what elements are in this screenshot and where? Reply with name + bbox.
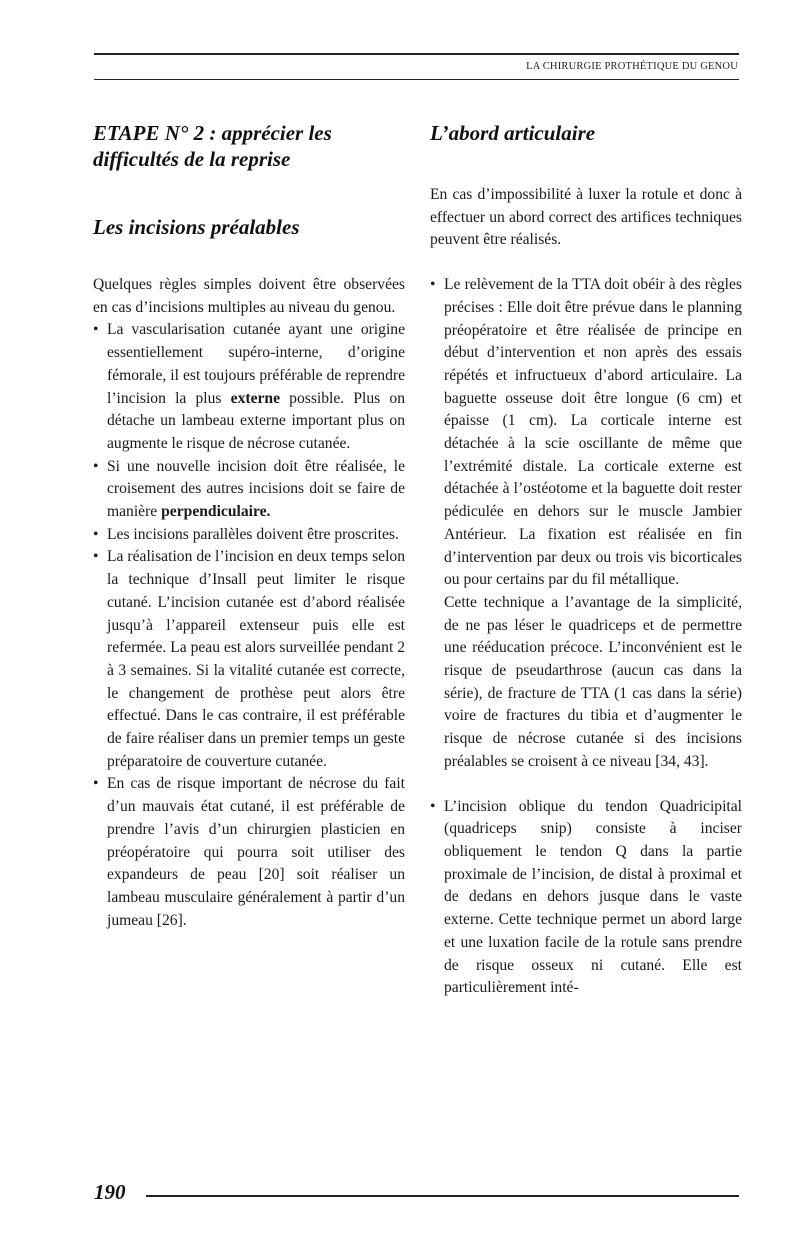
list-item: • La vascularisation cutanée ayant une origine essentiellement supéro-interne, d’origine fémorale, il est toujours préférable de reprendre l’incision la plus externe possible. Plus on détache un lambeau externe important plus on augmente le risque de nécrose cutanée.	[93, 319, 405, 455]
list-item: • En cas de risque important de nécrose du fait d’un mauvais état cutané, il est préférable de prendre l’avis d’un chirurgien plasticien en préopératoire qui pourra soit utiliser des expandeurs de peau [20] soit réaliser un lambeau musculaire généralement à partir d’un jumeau [26].	[93, 773, 405, 932]
list-item: • Les incisions parallèles doivent être proscrites.	[93, 524, 405, 547]
left-column	[93, 120, 405, 932]
abord-techniques-list	[430, 274, 742, 1000]
running-head: LA CHIRURGIE PROTHÉTIQUE DU GENOU	[526, 61, 738, 72]
section-heading-incisions: Les incisions préalables	[93, 215, 300, 239]
list-item	[430, 796, 742, 1000]
list-item: • La réalisation de l’incision en deux temps selon la technique d’Insall peut limiter le risque cutané. L’incision cutanée est d’abord réalisée jusqu’à l’appareil extenseur puis elle est refermée. La peau est alors surveillée pendant 2 à 3 semaines. Si la vitalité cutanée est correcte, le changement de prothèse peut alors être effectué. Dans le cas contraire, il est préférable de faire réaliser dans un premier temps un geste préparatoire de couverture cutanée.	[93, 546, 405, 773]
incision-rules-list	[93, 319, 405, 932]
step-heading: ETAPE N° 2 : apprécier les difficultés de la reprise	[93, 121, 332, 171]
quadriceps-snip-paragraph: L’incision oblique du tendon Quadricipital (quadriceps snip) consiste à inciser obliquement le tendon Q dans la partie proximale de l’incision, de distal à proximal et de dedans en dehors jusque dans le vaste externe. Cette technique permet un abord large et une luxation facile de la rotule sans prendre de risque osseux ni cutané. Elle est particulièrement inté-	[444, 797, 742, 997]
list-item	[430, 274, 742, 773]
list-item: • Si une nouvelle incision doit être réalisée, le croisement des autres incisions doit se faire de manière perpendiculaire.	[93, 456, 405, 524]
page-number: 190	[94, 1180, 126, 1204]
intro-paragraph: Quelques règles simples doivent être observées en cas d’incisions multiples au niveau du genou.	[93, 276, 405, 316]
section-heading-abord: L’abord articulaire	[430, 121, 596, 145]
top-rule	[94, 53, 739, 55]
footer-rule	[146, 1195, 739, 1197]
emphasis-externe: externe	[230, 389, 281, 407]
tta-paragraph: Le relèvement de la TTA doit obéir à des règles précises : Elle doit être prévue dans le planning préopératoire et être réalisée de principe en début d’intervention et non après des essais répétés et infructueux d’abord articulaire. La baguette osseuse doit être longue (6 cm) et épaisse (1 cm). La corticale interne est détachée à la scie oscillante de même que l’extrémité distale. La corticale externe est détachée à l’ostéotome et la baguette doit rester pédiculée en dehors sur le muscle Jambier Antérieur. La fixation est réalisée en fin d’intervention par deux ou trois vis bicorticales ou pour certains par du fil métallique.	[444, 276, 742, 589]
running-head-rule	[94, 79, 739, 80]
abord-intro-paragraph: En cas d’impossibilité à luxer la rotule et donc à effectuer un abord correct des artifices techniques peuvent être réalisés.	[430, 186, 742, 249]
right-column	[430, 120, 742, 1000]
tta-continued-paragraph: Cette technique a l’avantage de la simplicité, de ne pas léser le quadriceps et de permettre une rééducation précoce. L’inconvénient est le risque de pseudarthrose (aucun cas dans la série), de fracture de TTA (1 cas dans la série) voire de fractures du tibia et d’augmenter le risque de nécrose cutanée si des incisions préalables se croisent à ce niveau [34, 43].	[444, 593, 742, 770]
emphasis-perpendiculaire: perpendiculaire.	[161, 503, 271, 521]
